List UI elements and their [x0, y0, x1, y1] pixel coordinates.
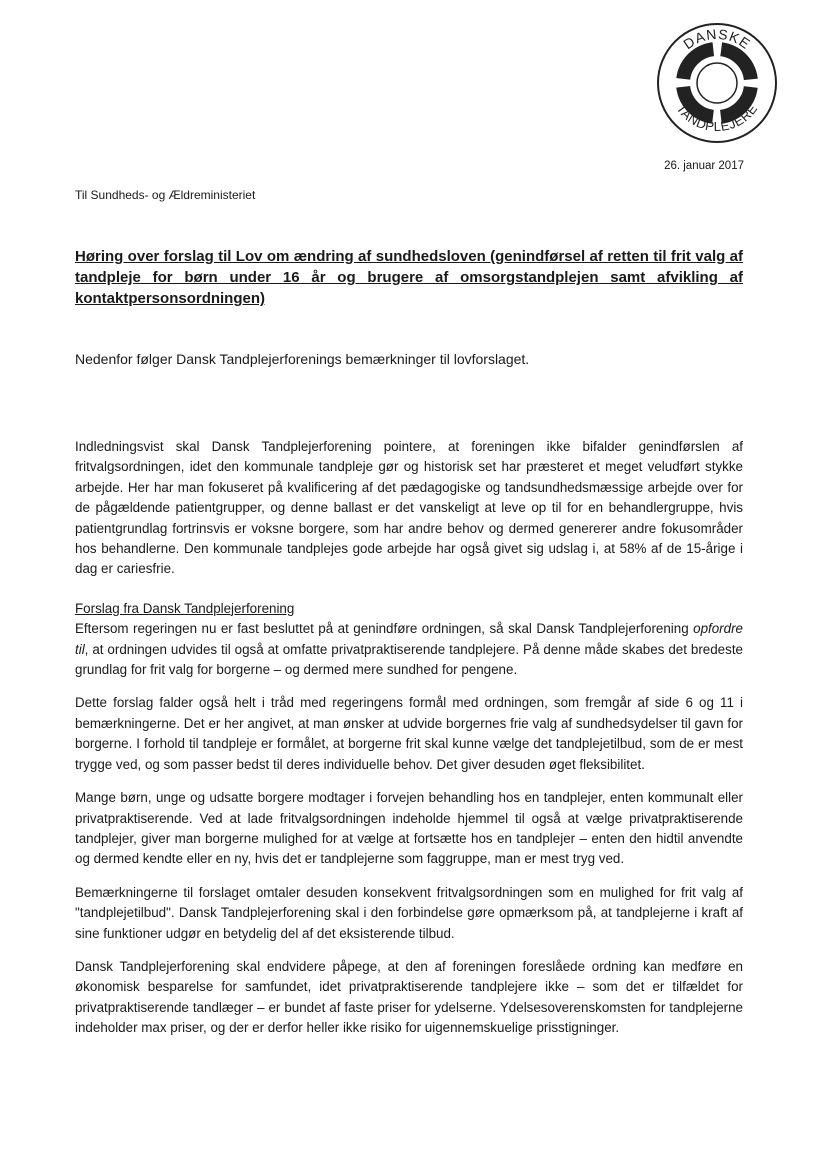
paragraph-patient-continuity: Mange børn, unge og udsatte borgere modtager i forvejen behandling hos en tandplejer, enten kommunalt eller privatpraktiserende. Ved at lade fritvalgsordningen indeholde hjemmel til også at vælge privatpraktiserende tandplejer, giver man borgerne mulighed for at vælge at fortsætte hos en tandplejer – enten den hidtil anvendte og dermed kendte eller en ny, hvis det er tandplejerne som faggruppe, man er mest tryg ved. — [75, 790, 743, 867]
letter-body — [75, 437, 743, 1052]
paragraph-government-purpose: Dette forslag falder også helt i tråd med regeringens formål med ordningen, som fremgår af side 6 og 11 i bemærkningerne. Det er her angivet, at man ønsker at udvide borgernes frie valg af sundhedsydelser til gavn for borgerne. I forhold til tandpleje er formålet, at borgerne frit skal kunne vælge det tandplejetilbud, som de er mest trygge ved, og som passer bedst til deres individuelle behov. Det giver desuden øget fleksibilitet. — [75, 695, 743, 772]
paragraph-economic-savings: Dansk Tandplejerforening skal endvidere påpege, at den af foreningen foreslåede ordning kan medføre en økonomisk besparelse for samfundet, idet privatpraktiserende tandplejere ikke – som det er tilfældet for privatpraktiserende tandlæger – er bundet af faste priser for ydelserne. Ydelsesoverenskomsten for tandplejerne indeholder max priser, og der er derfor heller ikke risiko for uigennemskuelige prisstigninger. — [75, 958, 743, 1036]
section-heading: Forslag fra Dansk Tandplejerforening — [75, 600, 295, 616]
logo-top-text: DANSKE — [680, 25, 754, 53]
organization-logo — [656, 22, 778, 144]
emphasis-text: opfordre til — [75, 621, 743, 657]
paragraph-proposal — [75, 619, 743, 680]
letter-title: Høring over forslag til Lov om ændring af sundhedsloven (genindførsel af retten til frit valg af tandpleje for børn under 16 år og brugere af omsorgstandplejen samt afvikling af kontaktpersonsordningen) — [75, 248, 743, 307]
paragraph-introduction: Indledningsvist skal Dansk Tandplejerforening pointere, at foreningen ikke bifalder genindførslen af fritvalgsordningen, idet den kommunale tandpleje gør og historisk set har præsteret et meget veludført stykke arbejde. Her har man fokuseret på kvalificering af det pædagogiske og tandsundhedsmæssige arbejde over for de pågældende patientgrupper, og denne ballast er det vanskeligt at leve op til for en behandlergruppe, hvis patientgrundlag fortrinsvis er voksne borgere, som har andre behov og dermed genererer andre fokusområder hos behandlerne. Den kommunale tandplejes gode arbejde har også givet sig udslag i, at 58% af de 15-årige i dag er cariesfrie. — [75, 439, 743, 577]
letter-recipient: Til Sundheds- og Ældreministeriet — [75, 188, 256, 202]
logo-bottom-text: TANDPLEJERE — [673, 101, 761, 135]
letter-date: 26. januar 2017 — [664, 160, 744, 172]
paragraph-proposal-part-2: , at ordningen udvides til også at omfatte privatpraktiserende tandplejere. På denne måde skabes det bredeste grundlag for frit valg for borgerne – og dermed mere sundhed for pengene. — [75, 641, 743, 678]
paragraph-proposal-part-1: Eftersom regeringen nu er fast besluttet på at genindføre ordningen, så skal Dansk Tandplejerforening — [75, 621, 694, 637]
paragraph-tandplejetilbud: Bemærkningerne til forslaget omtaler desuden konsekvent fritvalgsordningen som en mulighed for frit valg af "tandplejetilbud". Dansk Tandplejerforening skal i den forbindelse gøre opmærksom på, at tandplejerne i kraft af sine funktioner udgør en betydelig del af det eksisterende tilbud. — [75, 884, 743, 941]
letter-intro: Nedenfor følger Dansk Tandplejerforenings bemærkninger til lovforslaget. — [75, 351, 530, 367]
